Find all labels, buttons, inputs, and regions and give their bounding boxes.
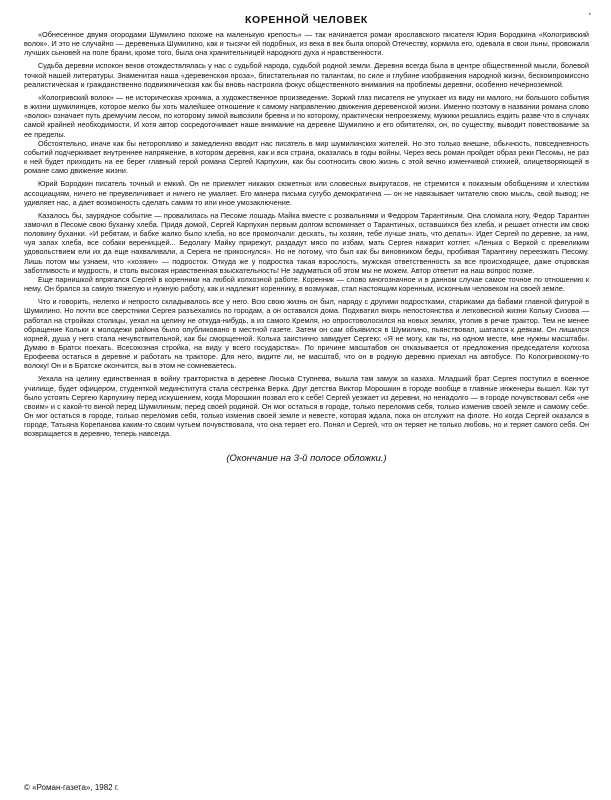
paragraph: Уехала на целину единственная в войну трактористка в деревне Люська Ступнева, вышла там замуж за казаха. Младший брат Сергея поступил в военное училище, будет офицером, студенткой мединститута стала сестренка Верка. Друг детства Виктор Морошкин в городе вообще в главные инженеры вышел. Как тут было устоять Сергею Карпухину перед искушением, когда Морошкин позвал его к себе! Сергей уезжает из деревни, но ненадолго — в городе почувствовал себя «не своим» и с какой-то виной перед Шумилиным, перед своей родиной. Он мог остаться в городе, только переломив себя, только изменив своей земле и самому себе. Он мог остаться в городе, только переломив себя, только изменив своей земле и невесте, которая ждала, пока он отслужит на флоте. Но когда Сергей оказался в городе, Татьяна Корепанова каким-то своим чутьем почувствовала, что она теряет его. Понял и Сергей, что он теряет не только любовь, но и теряет самого себя. Он возвращается в деревню, теперь навсегда. <box>24 374 589 439</box>
copyright-line: © «Роман-газета», 1982 г. <box>24 783 119 792</box>
paragraph: Судьба деревни испокон веков отождествлялась у нас с судьбой народа, судьбой родной земли. Деревня всегда была в центре общественной мысли, болевой точкой нашей литературы. Знаменитая наша «деревенская проза», блистательная по талантам, по силе и глубине изображения народной жизни, бескомпромиссно реалистическая и гражданственно подвижническая как бы вновь настроила фокус общественного внимания на проблемы деревни, особенно нечерноземной. <box>24 61 589 89</box>
paragraph: «Кологривский волок» — не историческая хроника, а художественное произведение. Зоркий глаз писателя не упускает из виду ни малого, ни большого события в жизни шумилинцев, которое мелко бы хоть малейшее отношение к самому направлению движения деревенской жизни. Именно поэтому в названии романа слово «волок» означает путь дремучим лесом, по которому зимой вывозили бревна и по которому, практически непроезжему, мужики решались ездить разве что в случаях самой крайней необходимости. И хотя автор сосредоточивает наше внимание на деревне Шумилино и его обитателях, он, по существу, выводит повествование за ее пределы. <box>24 92 589 139</box>
paragraph: Казалось бы, заурядное событие — провалилась на Песоме лошадь Майка вместе с розвальнями и Федором Тарантиным. Она сломала ногу, Федор Тарантин замочил в Песоме свою буханку хлеба. Придя домой, Сергей Карпухин первым долгом вспоминает о Тарантиных, оставшихся без хлеба, и решает отнести им свою половину буханки. «И ребятам, и бабке жалко было хлеба, но все промолчали: дескать, ты хозяин, тебе лучше знать, что делать». Идет Сергей по деревне, за ним, чуя запах хлеба, все собаки верениццей... Бедолагу Майку прирежут, раздадут мясо по избам, мать Сергея нажарит котлет. «Ленька с Веркой с превеликим удовольствием ели их да еще нахваливали, а Серега не прикоснулся». Но не потому, что был как бы виновником беды, пробивая Тарантину переезжать Песому. Лишь потом мы узнаем, что «хозяин» — подросток. Откуда же у подростка такая взрослость, мужская ответственность за все происходящее, даже отцовская заботливость и мудрость, и столь высокая нравственная взыскательность! Не задуматься об этом мы не можем. Автор ответит на наш вопрос позже. <box>24 210 589 275</box>
corner-mark: ’ <box>588 12 591 23</box>
paragraph: «Обнесенное двумя огородами Шумилино похоже на маленькую крепость» — так начинается роман ярославского писателя Юрия Бородкина «Кологривский волок». И это не случайно — деревенька Шумилино, как и тысячи ей подобных, из века в век была опорой Отечеству, кормила его, одевала в свои льны, провожала лучших сыновей на поле брани, кроме того, была она хранительницей народного духа и нравственности. <box>24 30 589 58</box>
article-title: КОРЕННОЙ ЧЕЛОВЕК <box>245 14 368 26</box>
paragraph: Юрий Бородкин писатель точный и емкий. Он не приемлет никаких сюжетных или словесных выкрутасов, не стремится к показным обобщениям и хлестким ассоциациям, ничего не преувеличивает и ничего не умаляет. Его манера письма сугубо демократична — он не навязывает читателю свою мысль, свой вывод; не удивляет нас, а дает возможность сделать самим то или иное умозаключение. <box>24 179 589 207</box>
paragraph: Обстоятельно, иначе как бы неторопливо и замедленно вводит нас писатель в мир шумилинских жителей. Но это только внешне, обычность, повседневность событий подчеркивает внутреннее напряжение, в котором деревня, как и вся страна, оказалась в годы войны. Через весь роман пройдет образ реки Песомы, не раз к ней будет приходить на ее берег главный герой романа Сергей Карпухин, как бы соотносить свою жизнь с этой вечно изменчивой стихией, олицетворяющей в романе само движение жизни. <box>24 138 589 176</box>
paragraph: Что и говорить, нелегко и непросто складывалось все у него. Всю свою жизнь он был, наряду с другими подростками, стариками да бабами главной фигурой в Шумилино. Но почти все сверстники Сергея разъехались по городам, а он оставался дома. Подхватил вихрь непостоянства и легковесной жизни Кольку Сизова — работал на стройках столицы, уехал на целину не откуда-нибудь, а из самого Кремля, но опростоволосился на новых землях, утопив в речке трактор. Тем не менее обращение Кольки к молодежи района было опубликовано в местной газете. Затем он сам объявился в Шумилино, пьянствовал, шатался к девкам. Он лишился корней, душа у него стала нечувствительной, как бы сморщенной. Колька заистинно завидует Сергею: «Я не могу, как ты, на одном месте, мне нужны масштабы. Думаю в Братск поехать. Всесоюзная стройка, на виду у всего государства». По причине масштабов он отказывается от предложения председателя колхоза Ерофеева остаться в деревне и работать на тракторе. Для него, видите ли, не масштаб, что он в родную деревню приехал на автобусе. По Кологривскому-то волоку! Он и в Братске окончится, вы в этом не сомневаетесь. <box>24 297 589 371</box>
paragraph: Еще парнишкой впрягался Сергей в коренники на любой колхозной работе. Коренник — слово многозначное и в данном случае самое точное по отношению к нему. Он брался за самую тяжелую и нужную работу, как и надлежит кореннику, в возмужав, стал настоящим коренным, исконным человеком на своей земле. <box>24 274 589 294</box>
continuation-note: (Окончание на 3-й полосе обложки.) <box>226 452 387 464</box>
article-body <box>24 30 589 439</box>
